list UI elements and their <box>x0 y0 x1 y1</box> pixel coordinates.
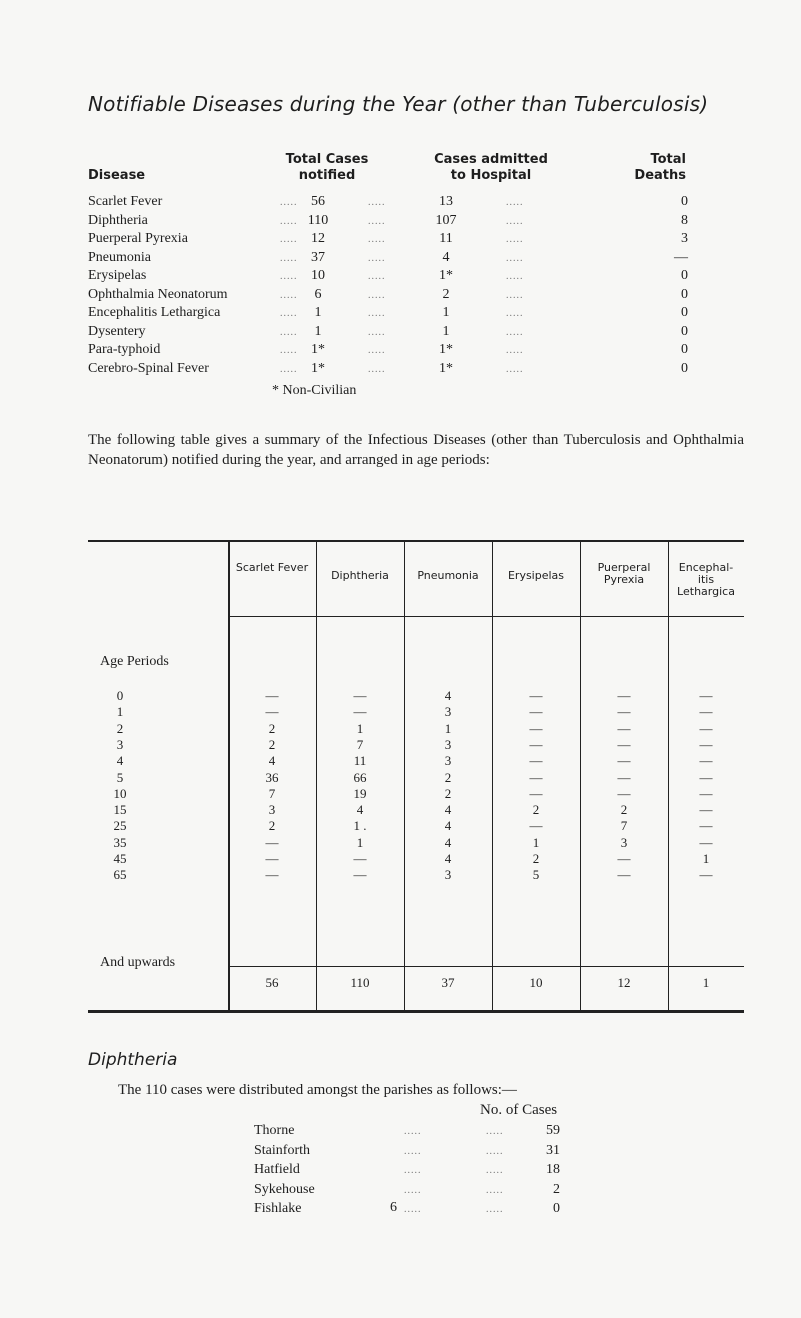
age-period: 2 <box>116 720 124 736</box>
cases-notified: 6 <box>314 286 322 302</box>
total-deaths: 0 <box>681 268 688 283</box>
table-cell: 1 <box>356 720 364 736</box>
leader-dots: ..... <box>368 363 386 375</box>
column-rule <box>668 542 669 1010</box>
table-cell: 2 <box>444 769 452 785</box>
leader-dots: ..... <box>280 326 298 338</box>
age-periods-label: Age Periods <box>100 654 169 669</box>
no-of-cases-header: No. of Cases <box>480 1102 558 1118</box>
table-cell: 36 <box>265 769 279 785</box>
table-cell: 4 <box>356 802 364 818</box>
column-rule <box>580 542 581 1010</box>
list-item <box>254 1123 614 1143</box>
table-cell: 4 <box>268 753 276 769</box>
leader-dots: ..... <box>280 363 298 375</box>
cases-admitted: 1* <box>439 342 453 357</box>
table-cell: — <box>699 818 713 834</box>
disease-name: Cerebro-Spinal Fever <box>88 360 209 376</box>
age-period: 15 <box>113 802 127 818</box>
total-deaths: 0 <box>681 342 688 357</box>
cases-admitted: 1 <box>442 305 450 320</box>
column-header: Scarlet Fever <box>235 561 309 574</box>
table-cell: — <box>353 867 367 883</box>
table-cell: 11 <box>353 753 367 769</box>
table-cell: — <box>617 688 631 703</box>
leader-dots: ..... <box>280 271 298 282</box>
parish-name: Fishlake <box>254 1201 302 1216</box>
footnote: * Non-Civilian <box>272 383 357 398</box>
header-admitted <box>416 152 566 184</box>
cases-notified: 110 <box>307 212 329 228</box>
cases-admitted: 107 <box>435 212 457 228</box>
age-period: 10 <box>113 785 127 801</box>
cases-notified: 10 <box>311 268 325 283</box>
table-cell: 3 <box>444 753 452 769</box>
totals-rule <box>228 966 744 967</box>
table-cell: 2 <box>620 802 628 818</box>
table-cell: — <box>265 688 279 703</box>
page-title: Notifiable Diseases during the Year (other than Tuberculosis) <box>88 92 709 116</box>
table-cell: — <box>265 867 279 883</box>
table-cell: — <box>529 720 543 736</box>
disease-name: Encephalitis Lethargica <box>88 305 221 320</box>
list-item <box>254 1182 614 1202</box>
leader-dots: ..... <box>280 308 298 319</box>
table-cell: 2 <box>268 736 276 752</box>
table-row <box>88 231 688 251</box>
leader-dots: ..... <box>280 345 298 356</box>
table-cell: 2 <box>268 720 276 736</box>
table-cell: — <box>699 704 713 720</box>
column-rule <box>316 542 317 1010</box>
column-header: Diphtheria <box>331 569 389 582</box>
leader-dots: ..... <box>506 308 524 319</box>
leader-dots: ..... <box>404 1165 422 1176</box>
column-rule <box>404 542 405 1010</box>
table-cell: 4 <box>444 818 452 834</box>
table-row <box>88 268 688 288</box>
table-cell: — <box>617 704 631 720</box>
leader-dots: ..... <box>368 197 386 208</box>
list-item <box>254 1143 614 1163</box>
disease-name: Scarlet Fever <box>88 194 163 209</box>
table-cell: 5 <box>532 867 540 883</box>
table-cell: — <box>529 818 543 834</box>
and-upwards-label: And upwards <box>100 955 176 970</box>
diphtheria-heading: Diphtheria <box>88 1050 178 1070</box>
table-cell: — <box>699 867 713 883</box>
age-period: 5 <box>116 769 124 785</box>
parish-name: Thorne <box>254 1123 295 1138</box>
leader-dots: ..... <box>404 1126 422 1137</box>
table-top-rule <box>88 540 744 542</box>
leader-dots: ..... <box>368 345 386 356</box>
table-cell: — <box>529 736 543 752</box>
leader-dots: ..... <box>486 1165 504 1176</box>
cases-admitted: 4 <box>442 249 450 265</box>
parish-cases: 2 <box>553 1181 560 1197</box>
parish-cases: 0 <box>553 1201 560 1216</box>
table-cell: — <box>529 769 543 785</box>
parish-name: Hatfield <box>254 1162 300 1177</box>
header-deaths-line1: Total <box>650 152 686 167</box>
table-cell: — <box>699 785 713 801</box>
table-cell: 7 <box>620 818 628 834</box>
disease-name: Puerperal Pyrexia <box>88 231 188 246</box>
header-admitted-line2: to Hospital <box>450 168 532 183</box>
cases-admitted: 2 <box>442 286 450 302</box>
table-cell: — <box>617 736 631 752</box>
age-period: 25 <box>113 818 127 834</box>
column-rule <box>492 542 493 1010</box>
cases-admitted: 1* <box>439 268 453 283</box>
table-cell: 1 . <box>353 818 367 834</box>
table-cell: — <box>617 785 631 801</box>
header-deaths <box>586 152 686 184</box>
table-cell: 4 <box>444 851 452 866</box>
list-item <box>254 1162 614 1182</box>
table-cell: — <box>529 753 543 769</box>
header-cases-notified <box>272 152 382 184</box>
total-deaths: 0 <box>681 360 688 376</box>
column-header: Erysipelas <box>507 569 565 582</box>
header-admitted-line1: Cases admitted <box>434 152 548 167</box>
parish-cases: 18 <box>546 1162 560 1177</box>
table-cell: — <box>699 720 713 736</box>
table-cell: 4 <box>444 688 452 703</box>
leader-dots: ..... <box>368 234 386 245</box>
leader-dots: ..... <box>368 215 386 227</box>
table-cell: — <box>699 834 713 850</box>
diphtheria-intro: The 110 cases were distributed amongst the parishes as follows:— <box>118 1082 517 1098</box>
total-cell: 37 <box>441 975 455 990</box>
leader-dots: ..... <box>506 197 524 208</box>
total-deaths: 3 <box>681 231 688 246</box>
column-header: Puerperal Pyrexia <box>597 561 651 586</box>
header-cases-notified-line1: Total Cases <box>285 152 369 167</box>
cases-notified: 1* <box>311 342 325 357</box>
table-cell: 2 <box>268 818 276 834</box>
table-row <box>88 342 688 362</box>
header-disease-label: Disease <box>88 168 146 183</box>
table-cell: — <box>353 704 367 720</box>
total-cell: 110 <box>350 975 370 990</box>
age-period: 35 <box>113 834 127 850</box>
total-cell: 10 <box>529 975 543 990</box>
page-number: 6 <box>390 1200 397 1215</box>
table-cell: 3 <box>444 867 452 883</box>
table-cell: 4 <box>444 802 452 818</box>
total-deaths: — <box>674 249 688 265</box>
total-cell: 12 <box>617 975 631 990</box>
leader-dots: ..... <box>506 215 524 227</box>
header-bottom-rule <box>228 616 744 617</box>
disease-name: Diphtheria <box>88 212 148 228</box>
leader-dots: ..... <box>486 1204 504 1215</box>
table-cell: — <box>699 769 713 785</box>
column-header: Encephal-itis Lethargica <box>677 561 735 598</box>
table-cell: — <box>353 851 367 866</box>
leader-dots: ..... <box>506 345 524 356</box>
intro-paragraph: The following table gives a summary of the Infectious Diseases (other than Tuberculosis and Ophthalmia Neonatorum) notified during the year, and arranged in age periods: <box>88 432 744 468</box>
cases-admitted: 1 <box>442 323 450 339</box>
age-period: 45 <box>113 851 127 866</box>
total-deaths: 0 <box>681 194 688 209</box>
total-deaths: 0 <box>681 305 688 320</box>
table-cell: 1 <box>702 851 710 866</box>
table-row <box>88 194 688 214</box>
table-cell: — <box>699 802 713 818</box>
disease-name: Dysentery <box>88 323 146 339</box>
disease-name: Para-typhoid <box>88 342 161 357</box>
table-cell: — <box>617 867 631 883</box>
table-cell: 66 <box>353 769 367 785</box>
cases-notified: 1* <box>311 360 325 376</box>
table-row <box>88 305 688 325</box>
leader-dots: ..... <box>404 1204 422 1215</box>
leader-dots: ..... <box>506 252 524 264</box>
total-deaths: 0 <box>681 286 688 302</box>
table-row <box>88 250 688 270</box>
total-cell: 1 <box>702 975 710 990</box>
table-row <box>88 287 688 307</box>
disease-name: Erysipelas <box>88 268 147 283</box>
leader-dots: ..... <box>486 1126 504 1137</box>
parish-cases: 59 <box>546 1123 560 1138</box>
table-cell: — <box>617 851 631 866</box>
table-cell: 3 <box>268 802 276 818</box>
table-cell: 1 <box>532 834 540 850</box>
leader-dots: ..... <box>280 289 298 301</box>
cases-admitted: 1* <box>439 360 453 376</box>
leader-dots: ..... <box>486 1145 504 1157</box>
table-cell: — <box>617 753 631 769</box>
table-cell: 3 <box>620 834 628 850</box>
total-deaths: 8 <box>681 212 688 228</box>
leader-dots: ..... <box>404 1184 422 1196</box>
leader-dots: ..... <box>368 252 386 264</box>
table-cell: 3 <box>444 736 452 752</box>
leader-dots: ..... <box>506 363 524 375</box>
cases-notified: 1 <box>314 323 322 339</box>
table-row <box>88 361 688 381</box>
table-cell: — <box>265 704 279 720</box>
column-header: Pneumonia <box>417 569 479 582</box>
leader-dots: ..... <box>368 289 386 301</box>
parish-name: Stainforth <box>254 1142 310 1158</box>
leader-dots: ..... <box>280 252 298 264</box>
header-disease <box>88 168 145 184</box>
table-cell: — <box>265 851 279 866</box>
leader-dots: ..... <box>280 197 298 208</box>
table-cell: — <box>699 688 713 703</box>
table-cell: 7 <box>356 736 364 752</box>
cases-notified: 37 <box>311 249 325 265</box>
leader-dots: ..... <box>506 326 524 338</box>
column-rule <box>228 542 230 1010</box>
table-cell: — <box>699 753 713 769</box>
age-period: 1 <box>116 704 124 720</box>
table-cell: 1 <box>444 720 452 736</box>
table-cell: 2 <box>444 785 452 801</box>
leader-dots: ..... <box>486 1184 504 1196</box>
leader-dots: ..... <box>506 271 524 282</box>
disease-name: Ophthalmia Neonatorum <box>88 286 228 302</box>
table-cell: 4 <box>444 834 452 850</box>
table-cell: 3 <box>444 704 452 720</box>
leader-dots: ..... <box>368 326 386 338</box>
table-row <box>88 324 688 344</box>
table-bottom-rule <box>88 1010 744 1013</box>
header-cases-notified-line2: notified <box>298 168 356 183</box>
table-cell: — <box>529 688 543 703</box>
leader-dots: ..... <box>368 308 386 319</box>
table-cell: — <box>617 769 631 785</box>
cases-notified: 1 <box>314 305 322 320</box>
disease-name: Pneumonia <box>88 249 151 265</box>
leader-dots: ..... <box>280 234 298 245</box>
table-cell: — <box>353 688 367 703</box>
table-cell: 19 <box>353 785 367 801</box>
table-cell: — <box>617 720 631 736</box>
table-cell: 7 <box>268 785 276 801</box>
list-item <box>254 1201 614 1221</box>
table-cell: — <box>529 785 543 801</box>
age-period: 3 <box>116 736 124 752</box>
table-cell: 2 <box>532 851 540 866</box>
total-cell: 56 <box>265 975 279 990</box>
table-cell: 1 <box>356 834 364 850</box>
age-period: 4 <box>116 753 124 769</box>
age-period: 65 <box>113 867 127 883</box>
leader-dots: ..... <box>280 215 298 227</box>
table-cell: 2 <box>532 802 540 818</box>
parish-cases: 31 <box>546 1142 560 1158</box>
table-cell: — <box>699 736 713 752</box>
table-row <box>88 213 688 233</box>
age-period: 0 <box>116 688 124 703</box>
parish-name: Sykehouse <box>254 1181 315 1197</box>
table-cell: — <box>265 834 279 850</box>
leader-dots: ..... <box>404 1145 422 1157</box>
cases-notified: 56 <box>311 194 325 209</box>
header-deaths-line2: Deaths <box>634 168 686 183</box>
cases-admitted: 11 <box>439 231 453 246</box>
table-cell: — <box>529 704 543 720</box>
leader-dots: ..... <box>506 234 524 245</box>
total-deaths: 0 <box>681 323 688 339</box>
leader-dots: ..... <box>368 271 386 282</box>
cases-admitted: 13 <box>439 194 453 209</box>
cases-notified: 12 <box>311 231 325 246</box>
leader-dots: ..... <box>506 289 524 301</box>
